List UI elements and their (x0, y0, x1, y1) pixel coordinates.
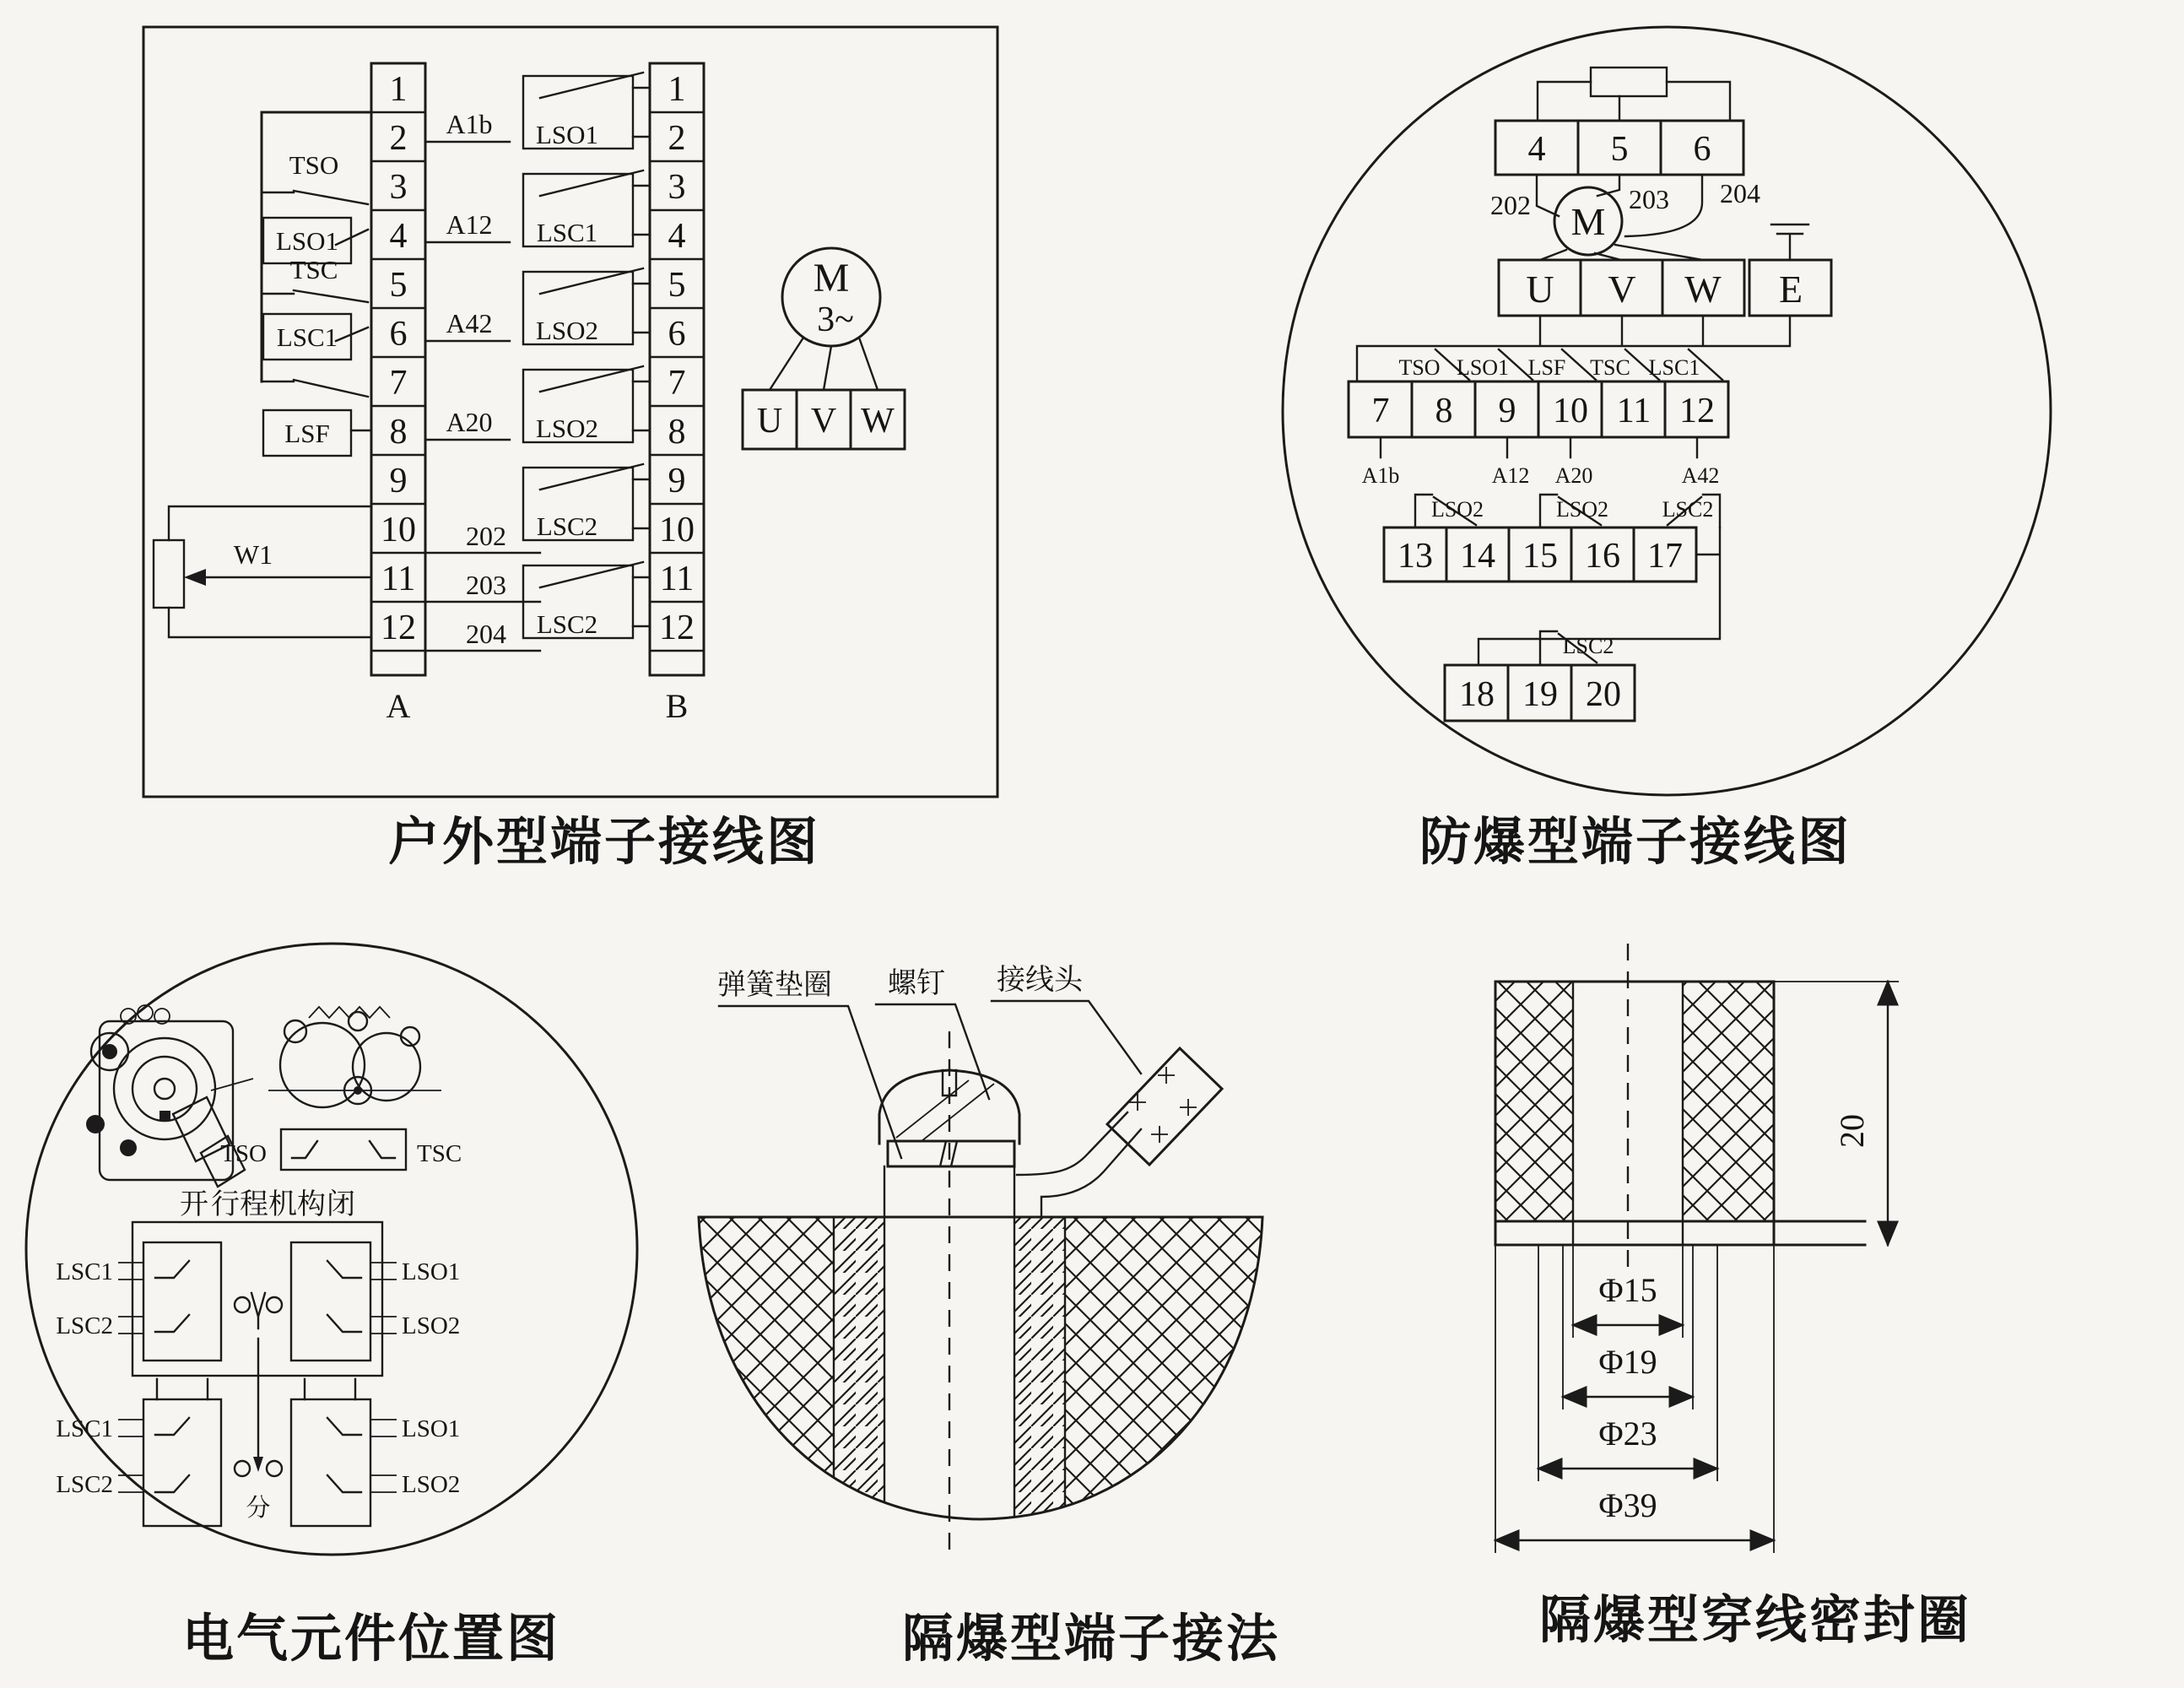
dim-phi15: Φ15 (1598, 1271, 1657, 1309)
terminal-a-5: 5 (389, 266, 408, 305)
fp-wire-a20: A20 (1554, 463, 1593, 488)
fp-e: E (1778, 268, 1803, 311)
potentiometer-w1 (154, 506, 371, 637)
b-switch-1: LSO1 (535, 120, 599, 149)
upper-right-label-2: LSO2 (402, 1312, 461, 1339)
fp-terminal-14: 14 (1460, 537, 1495, 576)
fp-wire-a1b: A1b (1361, 463, 1400, 488)
fp-terminal-8: 8 (1435, 392, 1453, 430)
switch-lso1-label: LSO1 (275, 226, 339, 256)
terminal-strip-a (371, 63, 425, 725)
fp-sw2-lsc2: LSC2 (1662, 497, 1714, 522)
strip-a-label: A (386, 687, 411, 725)
outdoor-wiring-panel (143, 27, 997, 871)
fp-terminal-11: 11 (1616, 392, 1652, 430)
terminal-a-6: 6 (389, 315, 408, 354)
dim-20: 20 (1833, 1114, 1871, 1148)
b-switch-6: LSC2 (536, 609, 598, 639)
position-heading (180, 1188, 355, 1220)
terminal-b-12: 12 (659, 609, 695, 647)
fp-sw-lsf: LSF (1527, 355, 1566, 380)
fp-sw3-lsc2: LSC2 (1562, 634, 1614, 658)
fp-terminal-9: 9 (1498, 392, 1516, 430)
switch-lsf-label: LSF (284, 419, 330, 448)
fp-sw2-lso2-a: LSO2 (1430, 497, 1484, 522)
fp-terminal-19: 19 (1522, 675, 1558, 714)
pos-tsc-label: TSC (417, 1140, 462, 1167)
b-switch-2: LSC1 (536, 218, 598, 247)
wire-204: 204 (466, 619, 506, 649)
fp-terminals-456 (1495, 121, 1743, 175)
fp-terminals-18-20 (1445, 665, 1635, 721)
position-caption: 电气元件位置图 (181, 1611, 561, 1668)
fp-sw-tso: TSO (1398, 355, 1441, 380)
terminal-b-3: 3 (668, 168, 686, 207)
fp-wire-a12: A12 (1491, 463, 1530, 488)
fp-terminals-13-17 (1384, 528, 1720, 665)
terminal-a-8: 8 (389, 413, 408, 452)
fp-switch-row-1 (1357, 316, 1790, 381)
connection-caption: 隔爆型端子接法 (901, 1611, 1281, 1668)
terminal-b-10: 10 (659, 511, 695, 549)
component-position-panel (26, 944, 637, 1668)
b-switch-5: LSC2 (536, 511, 598, 541)
washer-label: 弹簧垫圈 (717, 970, 832, 1001)
terminal-a-1: 1 (389, 70, 408, 109)
screw-label: 螺钉 (888, 968, 945, 999)
terminal-a-9: 9 (389, 462, 408, 500)
motor-m-label: M (813, 256, 850, 300)
heading-open: 开 (180, 1189, 208, 1220)
flameproof-caption: 防爆型端子接线图 (1419, 814, 1852, 871)
wire-lug (1017, 1048, 1222, 1217)
terminal-b-5: 5 (668, 266, 686, 305)
switch-tsc-label: TSC (289, 255, 338, 284)
dim-phi39: Φ39 (1598, 1486, 1657, 1524)
terminal-b-7: 7 (668, 364, 686, 403)
strip-b-label: B (665, 687, 689, 725)
motor-w: W (861, 402, 895, 441)
terminal-b-1: 1 (668, 70, 686, 109)
flameproof-circle (1283, 27, 2051, 795)
wire-a42: A42 (446, 308, 493, 338)
right-mechanism (220, 1007, 462, 1170)
terminal-strip-b (650, 63, 704, 725)
ground-icon (1771, 225, 1808, 260)
fp-terminal-17: 17 (1647, 537, 1683, 576)
fp-terminal-4: 4 (1527, 130, 1546, 169)
fp-wire-203: 203 (1629, 184, 1669, 214)
wire-a20: A20 (446, 407, 493, 437)
motor-u: U (756, 402, 783, 441)
lug-label: 接线头 (997, 965, 1083, 996)
sealing-ring-panel (1495, 944, 1971, 1649)
motor-phase-label: 3~ (817, 300, 854, 339)
terminal-a-7: 7 (389, 364, 408, 403)
fp-wire-202: 202 (1490, 190, 1531, 220)
wire-203: 203 (466, 570, 506, 600)
upper-left-label-2: LSC2 (56, 1312, 113, 1339)
fp-sw2-lso2-b: LSO2 (1555, 497, 1609, 522)
dim-height-20 (1774, 982, 1899, 1245)
lower-right-label-2: LSO2 (402, 1471, 461, 1498)
pot-w1-label: W1 (233, 539, 273, 570)
strip-b-switches (523, 73, 650, 639)
lower-left-label-1: LSC1 (56, 1415, 113, 1442)
lower-left-label-2: LSC2 (56, 1471, 113, 1498)
dim-phi23: Φ23 (1598, 1415, 1657, 1453)
lower-right-label-1: LSO1 (402, 1415, 461, 1442)
fp-terminal-18: 18 (1459, 675, 1495, 714)
fp-switch-row-2 (1415, 495, 1720, 528)
fp-heater (1538, 68, 1730, 121)
flameproof-wiring-panel (1283, 27, 2051, 871)
terminal-b-6: 6 (668, 315, 686, 354)
wire-a12: A12 (446, 209, 493, 240)
terminal-a-11: 11 (381, 560, 416, 598)
terminal-a-4: 4 (389, 217, 408, 256)
fp-terminal-12: 12 (1679, 392, 1715, 430)
outdoor-motor (743, 248, 905, 449)
dim-diameters (1495, 1245, 1774, 1553)
terminal-b-2: 2 (668, 119, 686, 158)
upper-left-label-1: LSC1 (56, 1258, 113, 1285)
fp-terminal-6: 6 (1693, 130, 1711, 169)
terminal-a-3: 3 (389, 168, 408, 207)
fp-v: V (1608, 268, 1636, 311)
fp-wire-204: 204 (1720, 178, 1760, 208)
terminal-a-12: 12 (381, 609, 416, 647)
lower-switch-group (56, 1339, 460, 1526)
terminal-a-2: 2 (389, 119, 408, 158)
switch-tso-label: TSO (289, 150, 339, 180)
terminal-connection-panel (699, 964, 1280, 1668)
callout-labels (717, 964, 1141, 1158)
terminal-b-8: 8 (668, 413, 686, 452)
fp-terminal-13: 13 (1397, 537, 1433, 576)
fp-w: W (1684, 268, 1722, 311)
fp-terminal-5: 5 (1610, 130, 1629, 169)
strip-a-switches (262, 112, 371, 456)
fp-sw-tsc: TSC (1590, 355, 1630, 380)
terminal-b-11: 11 (659, 560, 695, 598)
terminal-b-4: 4 (668, 217, 686, 256)
fp-terminal-7: 7 (1371, 392, 1390, 430)
motor-v: V (810, 402, 837, 441)
fp-terminal-10: 10 (1553, 392, 1588, 430)
pos-tso-label: TSO (220, 1140, 267, 1167)
fp-sw-lsc1: LSC1 (1648, 355, 1700, 380)
dim-phi19: Φ19 (1598, 1343, 1657, 1381)
fp-terminals-7-12 (1349, 381, 1728, 488)
seal-body (1495, 944, 1865, 1276)
terminal-a-10: 10 (381, 511, 416, 549)
fp-switch-row-3 (1540, 631, 1614, 665)
fp-uvwe (1499, 225, 1831, 316)
wire-a1b: A1b (446, 109, 493, 139)
upper-right-label-1: LSO1 (402, 1258, 461, 1285)
switch-lsc1-label: LSC1 (276, 322, 338, 352)
fp-terminal-20: 20 (1586, 675, 1621, 714)
terminal-b-9: 9 (668, 462, 686, 500)
gland-body (699, 1031, 1262, 1551)
outdoor-caption: 户外型端子接线图 (387, 814, 821, 871)
b-switch-3: LSO2 (535, 316, 599, 345)
wire-202: 202 (466, 521, 506, 551)
lower-split-label: 分 (246, 1495, 271, 1522)
fp-wire-a42: A42 (1681, 463, 1720, 488)
fp-u: U (1526, 268, 1554, 311)
fp-motor-links (1490, 175, 1760, 260)
sealing-caption: 隔爆型穿线密封圈 (1538, 1593, 1972, 1649)
fp-terminal-15: 15 (1522, 537, 1558, 576)
heading-mechanism: 行程机构 (211, 1189, 326, 1220)
b-switch-4: LSO2 (535, 414, 599, 443)
fp-sw-lso1: LSO1 (1456, 355, 1510, 380)
heading-close: 闭 (327, 1189, 355, 1220)
fp-motor-label: M (1570, 200, 1606, 243)
fp-terminal-16: 16 (1585, 537, 1620, 576)
